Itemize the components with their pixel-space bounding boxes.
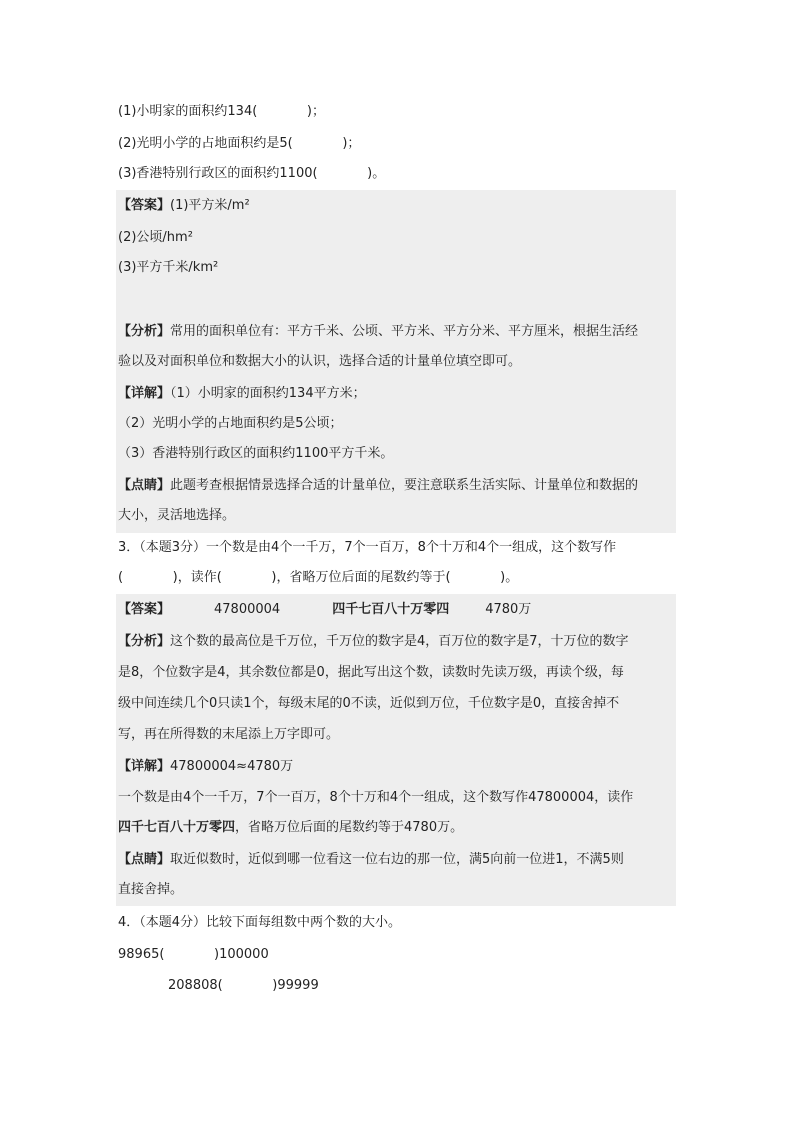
q2-detail-2: （2）光明小学的占地面积约是5公顷； [118, 416, 343, 431]
q2-answer-2: (2)公顷/hm² [118, 230, 193, 245]
q4-row-2: 208808( )99999 [168, 978, 319, 993]
q3-comment-line-2: 直接舍掉。 [118, 882, 184, 897]
q4-question: 4．（本题4分）比较下面每组数中两个数的大小。 [118, 915, 402, 930]
answer-label: 【答案】 [118, 602, 171, 617]
q2-answer-line-1 [118, 194, 250, 218]
q2-detail-3: （3）香港特别行政区的面积约1100平方千米。 [118, 446, 394, 461]
analysis-label: 【分析】 [118, 634, 171, 649]
q3-analysis-line-1 [118, 630, 629, 654]
q4-row-1: 98965( )100000 [118, 947, 269, 962]
q3-detail-line-3 [118, 816, 463, 840]
q2-detail-line-1 [118, 382, 366, 406]
q2-part-3: (3)香港特别行政区的面积约1100( )。 [118, 166, 386, 181]
q3-analysis-line-2: 是8，个位数字是4，其余数位都是0，据此写出这个数，读数时先读万级，再读个级，每 [118, 665, 624, 680]
q3-answer-1: 47800004 [214, 602, 281, 617]
q3-answer-3: 4780万 [485, 602, 532, 617]
q3-analysis-line-4: 写，再在所得数的末尾添上万字即可。 [118, 727, 340, 742]
comment-label: 【点睛】 [118, 478, 171, 493]
q2-part-1: (1)小明家的面积约134( )； [118, 104, 325, 119]
q2-comment-line-1 [118, 474, 638, 498]
q2-part-2: (2)光明小学的占地面积约是5( )； [118, 136, 361, 151]
q2-comment-text-1: 此题考查根据情景选择合适的计量单位，要注意联系生活实际、计量单位和数据的 [170, 478, 639, 493]
detail-label: 【详解】 [118, 759, 171, 774]
q3-comment-text-1: 取近似数时，近似到哪一位看这一位右边的那一位，满5向前一位进1，不满5则 [170, 852, 624, 867]
q3-analysis-line-3: 级中间连续几个0只读1个，每级末尾的0不读，近似到万位，千位数字是0，直接舍掉不 [118, 696, 620, 711]
q3-detail-text-3: ，省略万位后面的尾数约等于4780万。 [235, 820, 464, 835]
q3-question-line-2: ( )，读作( )，省略万位后面的尾数约等于( )。 [118, 570, 519, 585]
q3-detail-reading: 四千七百八十万零四 [118, 820, 236, 835]
q2-comment-line-2: 大小，灵活地选择。 [118, 508, 236, 523]
q3-comment-line-1 [118, 848, 624, 872]
q2-answer-1: (1)平方米/m² [170, 198, 250, 213]
q2-answer-3: (3)平方千米/km² [118, 260, 219, 275]
q3-analysis-text-1: 这个数的最高位是千万位，千万位的数字是4，百万位的数字是7，十万位的数字 [170, 634, 629, 649]
q3-detail-line-1 [118, 755, 293, 779]
q3-detail-line-2: 一个数是由4个一千万，7个一百万，8个十万和4个一组成，这个数写作47800004，读作 [118, 790, 634, 805]
q2-analysis-line-2: 验以及对面积单位和数据大小的认识，选择合适的计量单位填空即可。 [118, 354, 522, 369]
q3-detail-text-1: 47800004≈4780万 [170, 759, 294, 774]
q3-answer-2: 四千七百八十万零四 [332, 602, 450, 617]
analysis-label: 【分析】 [118, 324, 171, 339]
q2-analysis-text-1: 常用的面积单位有：平方千米、公顷、平方米、平方分米、平方厘米，根据生活经 [170, 324, 639, 339]
detail-label: 【详解】 [118, 386, 171, 401]
answer-label: 【答案】 [118, 198, 171, 213]
comment-label: 【点睛】 [118, 852, 171, 867]
q3-answer-line [118, 598, 531, 622]
q3-question-line-1: 3．（本题3分）一个数是由4个一千万，7个一百万，8个十万和4个一组成，这个数写作 [118, 540, 617, 555]
q2-analysis-line-1 [118, 320, 638, 344]
q2-detail-text-1: （1）小明家的面积约134平方米； [170, 386, 366, 401]
